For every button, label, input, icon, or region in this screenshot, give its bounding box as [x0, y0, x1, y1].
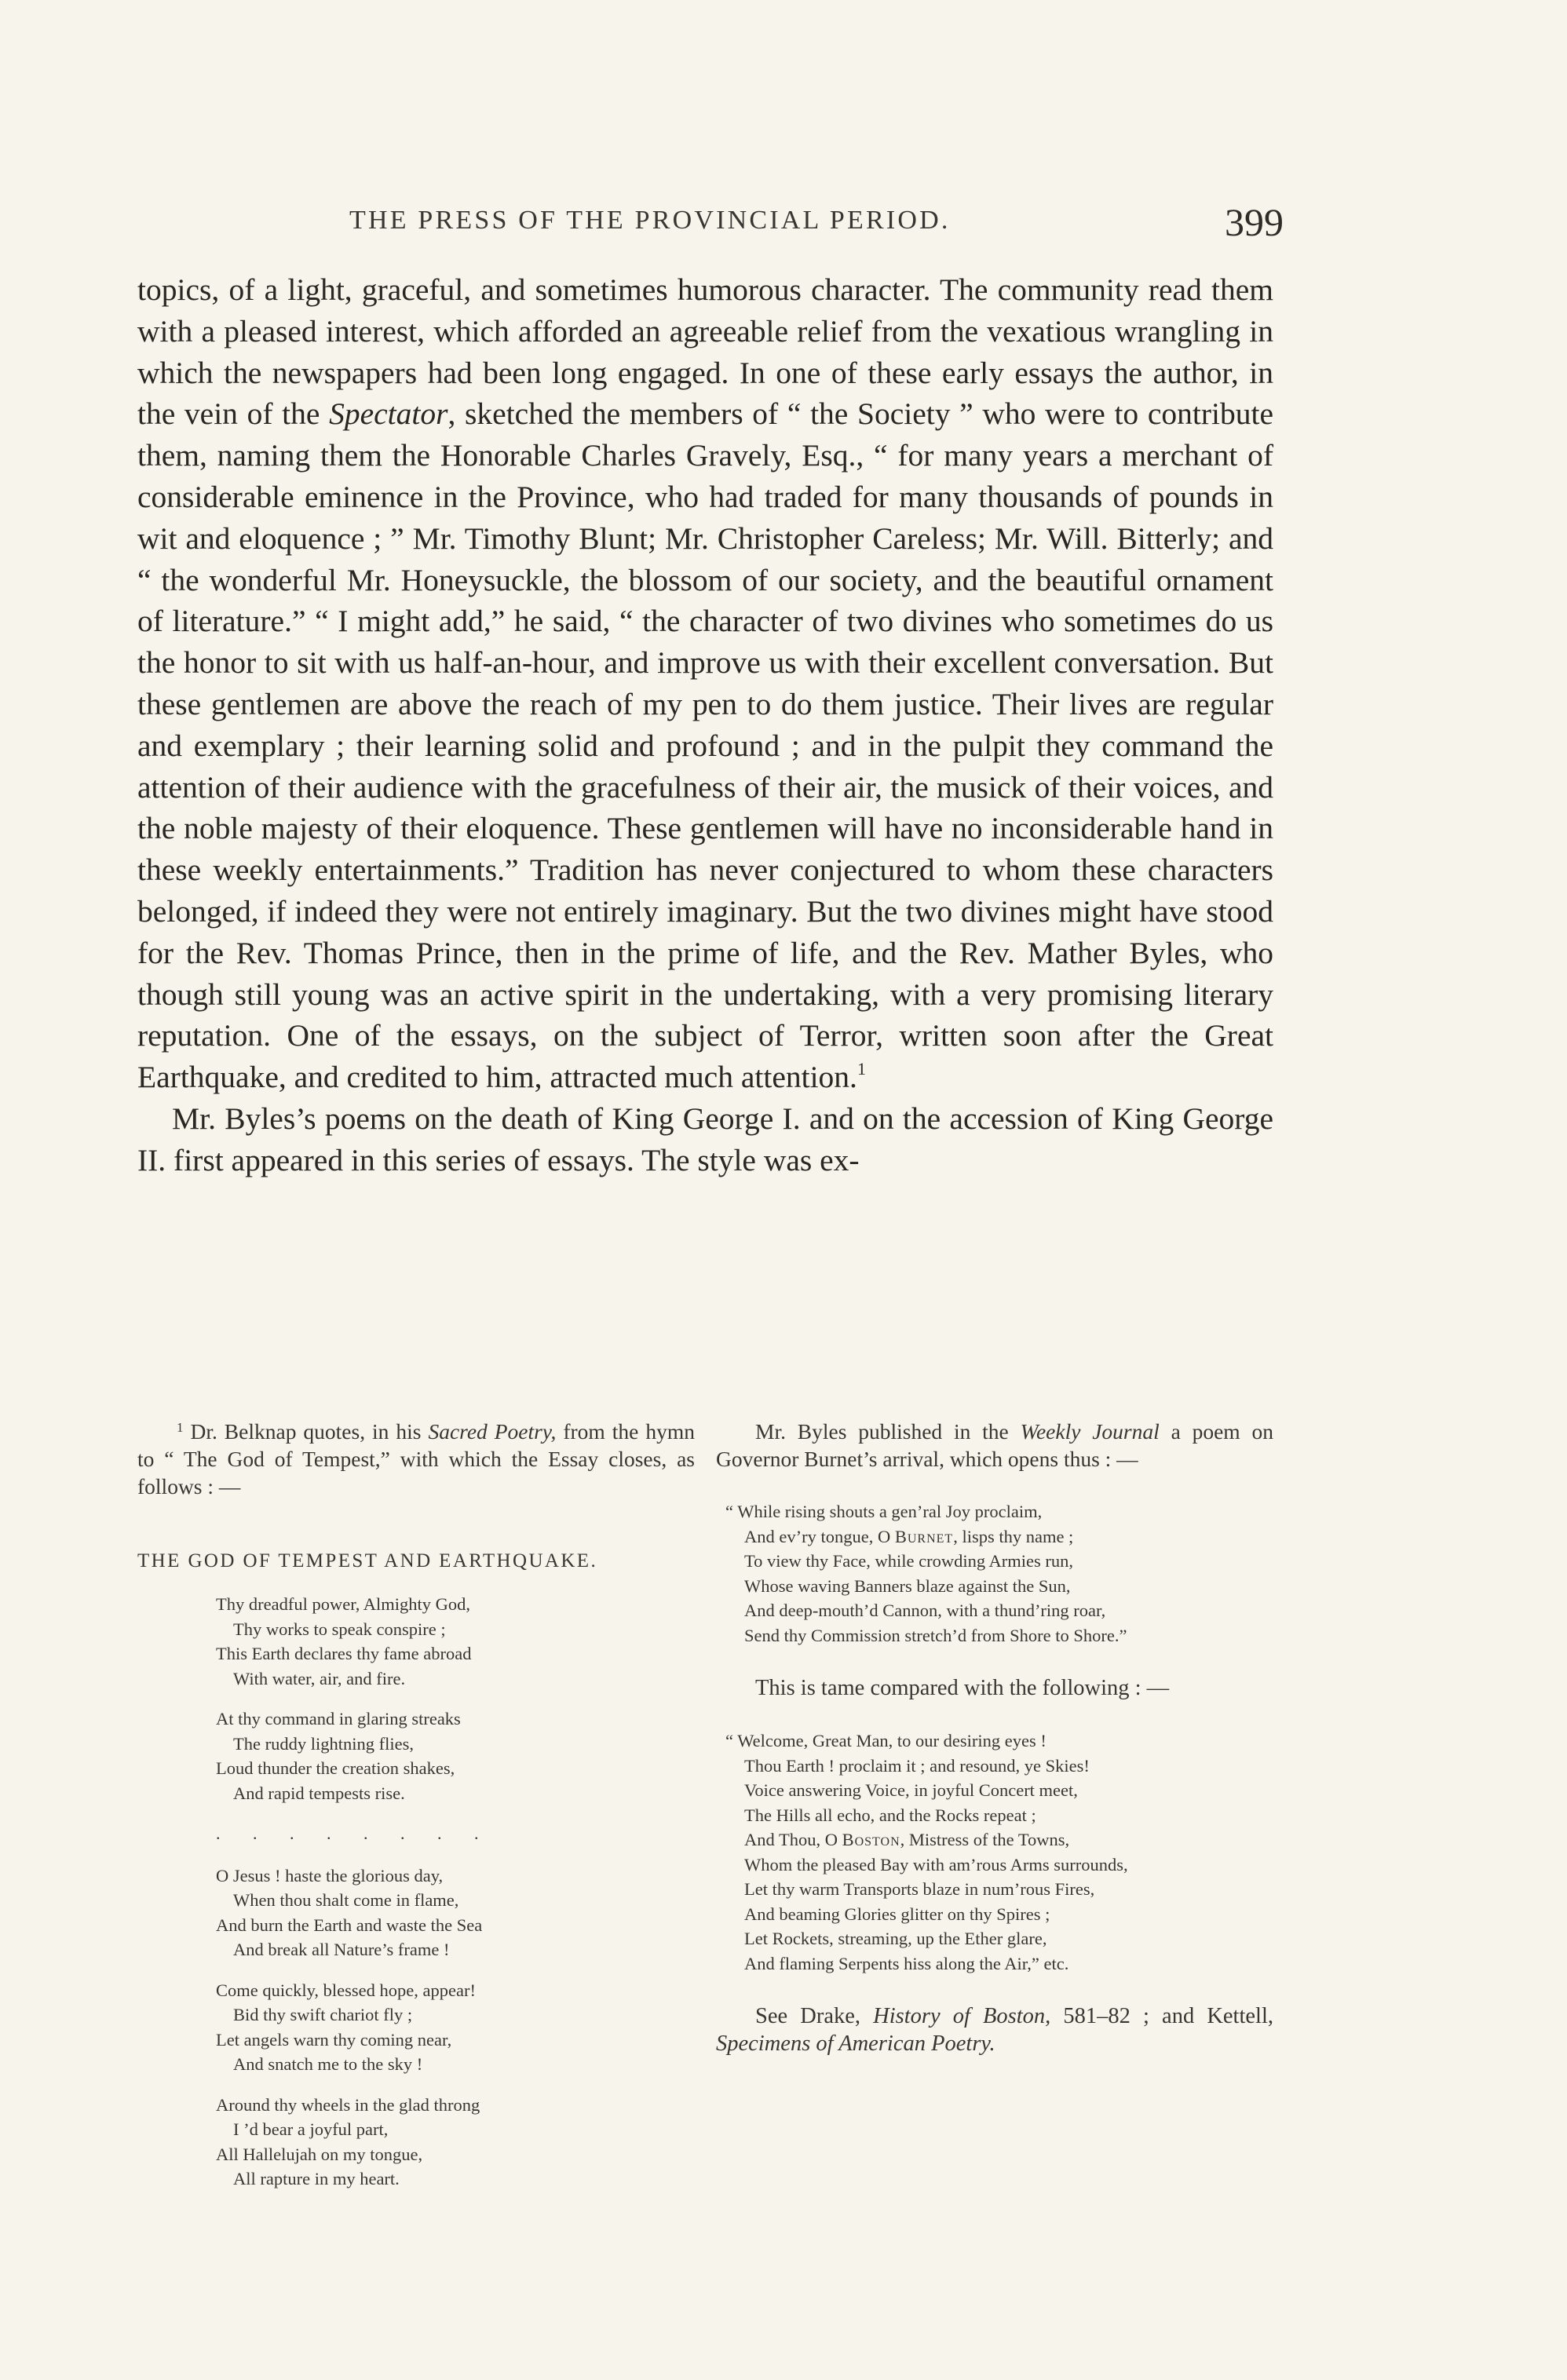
spectator-title: Spectator	[329, 396, 448, 432]
footnote-right-column	[716, 1418, 1273, 2057]
page-number: 399	[1225, 200, 1284, 244]
footnote-marker: 1	[177, 1420, 184, 1435]
welcome-poem-quote: “ Welcome, Great Man, to our desiring eyes ! Thou Earth ! proclaim it ; and resound, ye Skies! Voice answering Voice, in joyful Concert meet, The Hills all echo, and the Rocks repeat ; And Thou, O Boston, Mistress of the Towns, Whom the pleased Bay with am’rous Arms surrounds, Let thy warm Transports blaze in num’rous Fires, And beaming Glories glitter on thy Spires ; Let Rockets, streaming, up the Ether glare, And flaming Serpents hiss along the Air,” etc.	[725, 1731, 1128, 1973]
poem-title: THE GOD OF TEMPEST AND EARTHQUAKE.	[137, 1550, 598, 1571]
poem-stanza: Around thy wheels in the glad throng I ’d bear a joyful part, All Hallelujah on my tongue, All rapture in my heart.	[216, 2094, 480, 2188]
burnet-poem-quote: “ While rising shouts a gen’ral Joy proclaim, And ev’ry tongue, O Burnet, lisps thy name ; To view thy Face, while crowding Armies run, Whose waving Banners blaze against the Sun, And deep-mouth’d Cannon, with a thund’ring roar, Send thy Commission stretch’d from Shore to Shore.”	[725, 1502, 1127, 1645]
footnote-left-column	[137, 1418, 695, 2207]
burnet-intro: Mr. Byles published in the Weekly Journal a poem on Governor Burnet’s arrival, which opens thus : —	[716, 1419, 1273, 1471]
body-paragraph-2: Mr. Byles’s poems on the death of King George I. and on the accession of King George II. first appeared in this series of essays. The style was ex-	[137, 1101, 1273, 1177]
footnote-intro: $^1$ Dr. Belknap quotes, in his Sacred Poetry, from the hymn to “ The God of Tempest,” with which the Essay closes, as follows : —	[137, 1419, 695, 1498]
poem-stanza: Thy dreadful power, Almighty God, Thy works to speak conspire ; This Earth declares thy fame abroad With water, air, and fire.	[216, 1594, 472, 1688]
running-head	[137, 198, 1284, 261]
footnote-reference: 1	[857, 1059, 866, 1079]
ellipsis-row: . . . . . . . .	[216, 1823, 493, 1843]
comparison-text: This is tame compared with the following : —	[755, 1676, 1170, 1700]
body-paragraph-1: topics, of a light, graceful, and sometimes humorous character. The community read them with a pleased interest, which afforded an agreeable relief from the vexatious wrangling in which the newspapers had been long engaged. In one of these early essays the author, in the vein of the Spectator, sketched the members of “ the Society ” who were to contribute them, naming them the Honorable Charles Gravely, Esq., “ for many years a merchant of considerable eminence in the Province, who had traded for many thousands of pounds in wit and eloquence ; ” Mr. Timothy Blunt; Mr. Christopher Careless; Mr. Will. Bitterly; and “ the wonderful Mr. Honeysuckle, the blossom of our society, and the beautiful ornament of literature.” “ I might add,” he said, “ the character of two divines who sometimes do us the honor to sit with us half-an-hour, and improve us with their excellent conversation. But these gentlemen are above the reach of my pen to do them justice. Their lives are regular and exemplary ; their learning solid and profound ; and in the pulpit they command the attention of their audience with the gracefulness of their air, the musick of their voices, and the noble majesty of their eloquence. These gentlemen will have no inconsiderable hand in these weekly entertainments.” Tradition has never conjectured to whom these characters belonged, if indeed they were not entirely imaginary. But the two divines might have stood for the Rev. Thomas Prince, then in the prime of life, and the Rev. Mather Byles, who though still young was an active spirit in the undertaking, with a very promising literary reputation. One of the essays, on the subject of Terror, written soon after the Great Earthquake, and credited to him, attracted much attention.$^1$	[137, 272, 1273, 1095]
hymn-poem	[216, 1592, 695, 2192]
poem-stanza: At thy command in glaring streaks The ruddy lightning flies, Loud thunder the creation shakes, And rapid tempests rise.	[216, 1709, 461, 1803]
running-head-title: THE PRESS OF THE PROVINCIAL PERIOD.	[349, 206, 951, 235]
source-citation: See Drake, History of Boston, 581–82 ; and Kettell, Specimens of American Poetry.	[716, 2004, 1273, 2056]
poem-stanza: Come quickly, blessed hope, appear! Bid thy swift chariot fly ; Let angels warn thy coming near, And snatch me to the sky !	[216, 1980, 476, 2074]
poem-stanza: O Jesus ! haste the glorious day, When thou shalt come in flame, And burn the Earth and waste the Sea And break all Nature’s frame !	[216, 1865, 483, 1959]
main-text	[137, 269, 1273, 1181]
